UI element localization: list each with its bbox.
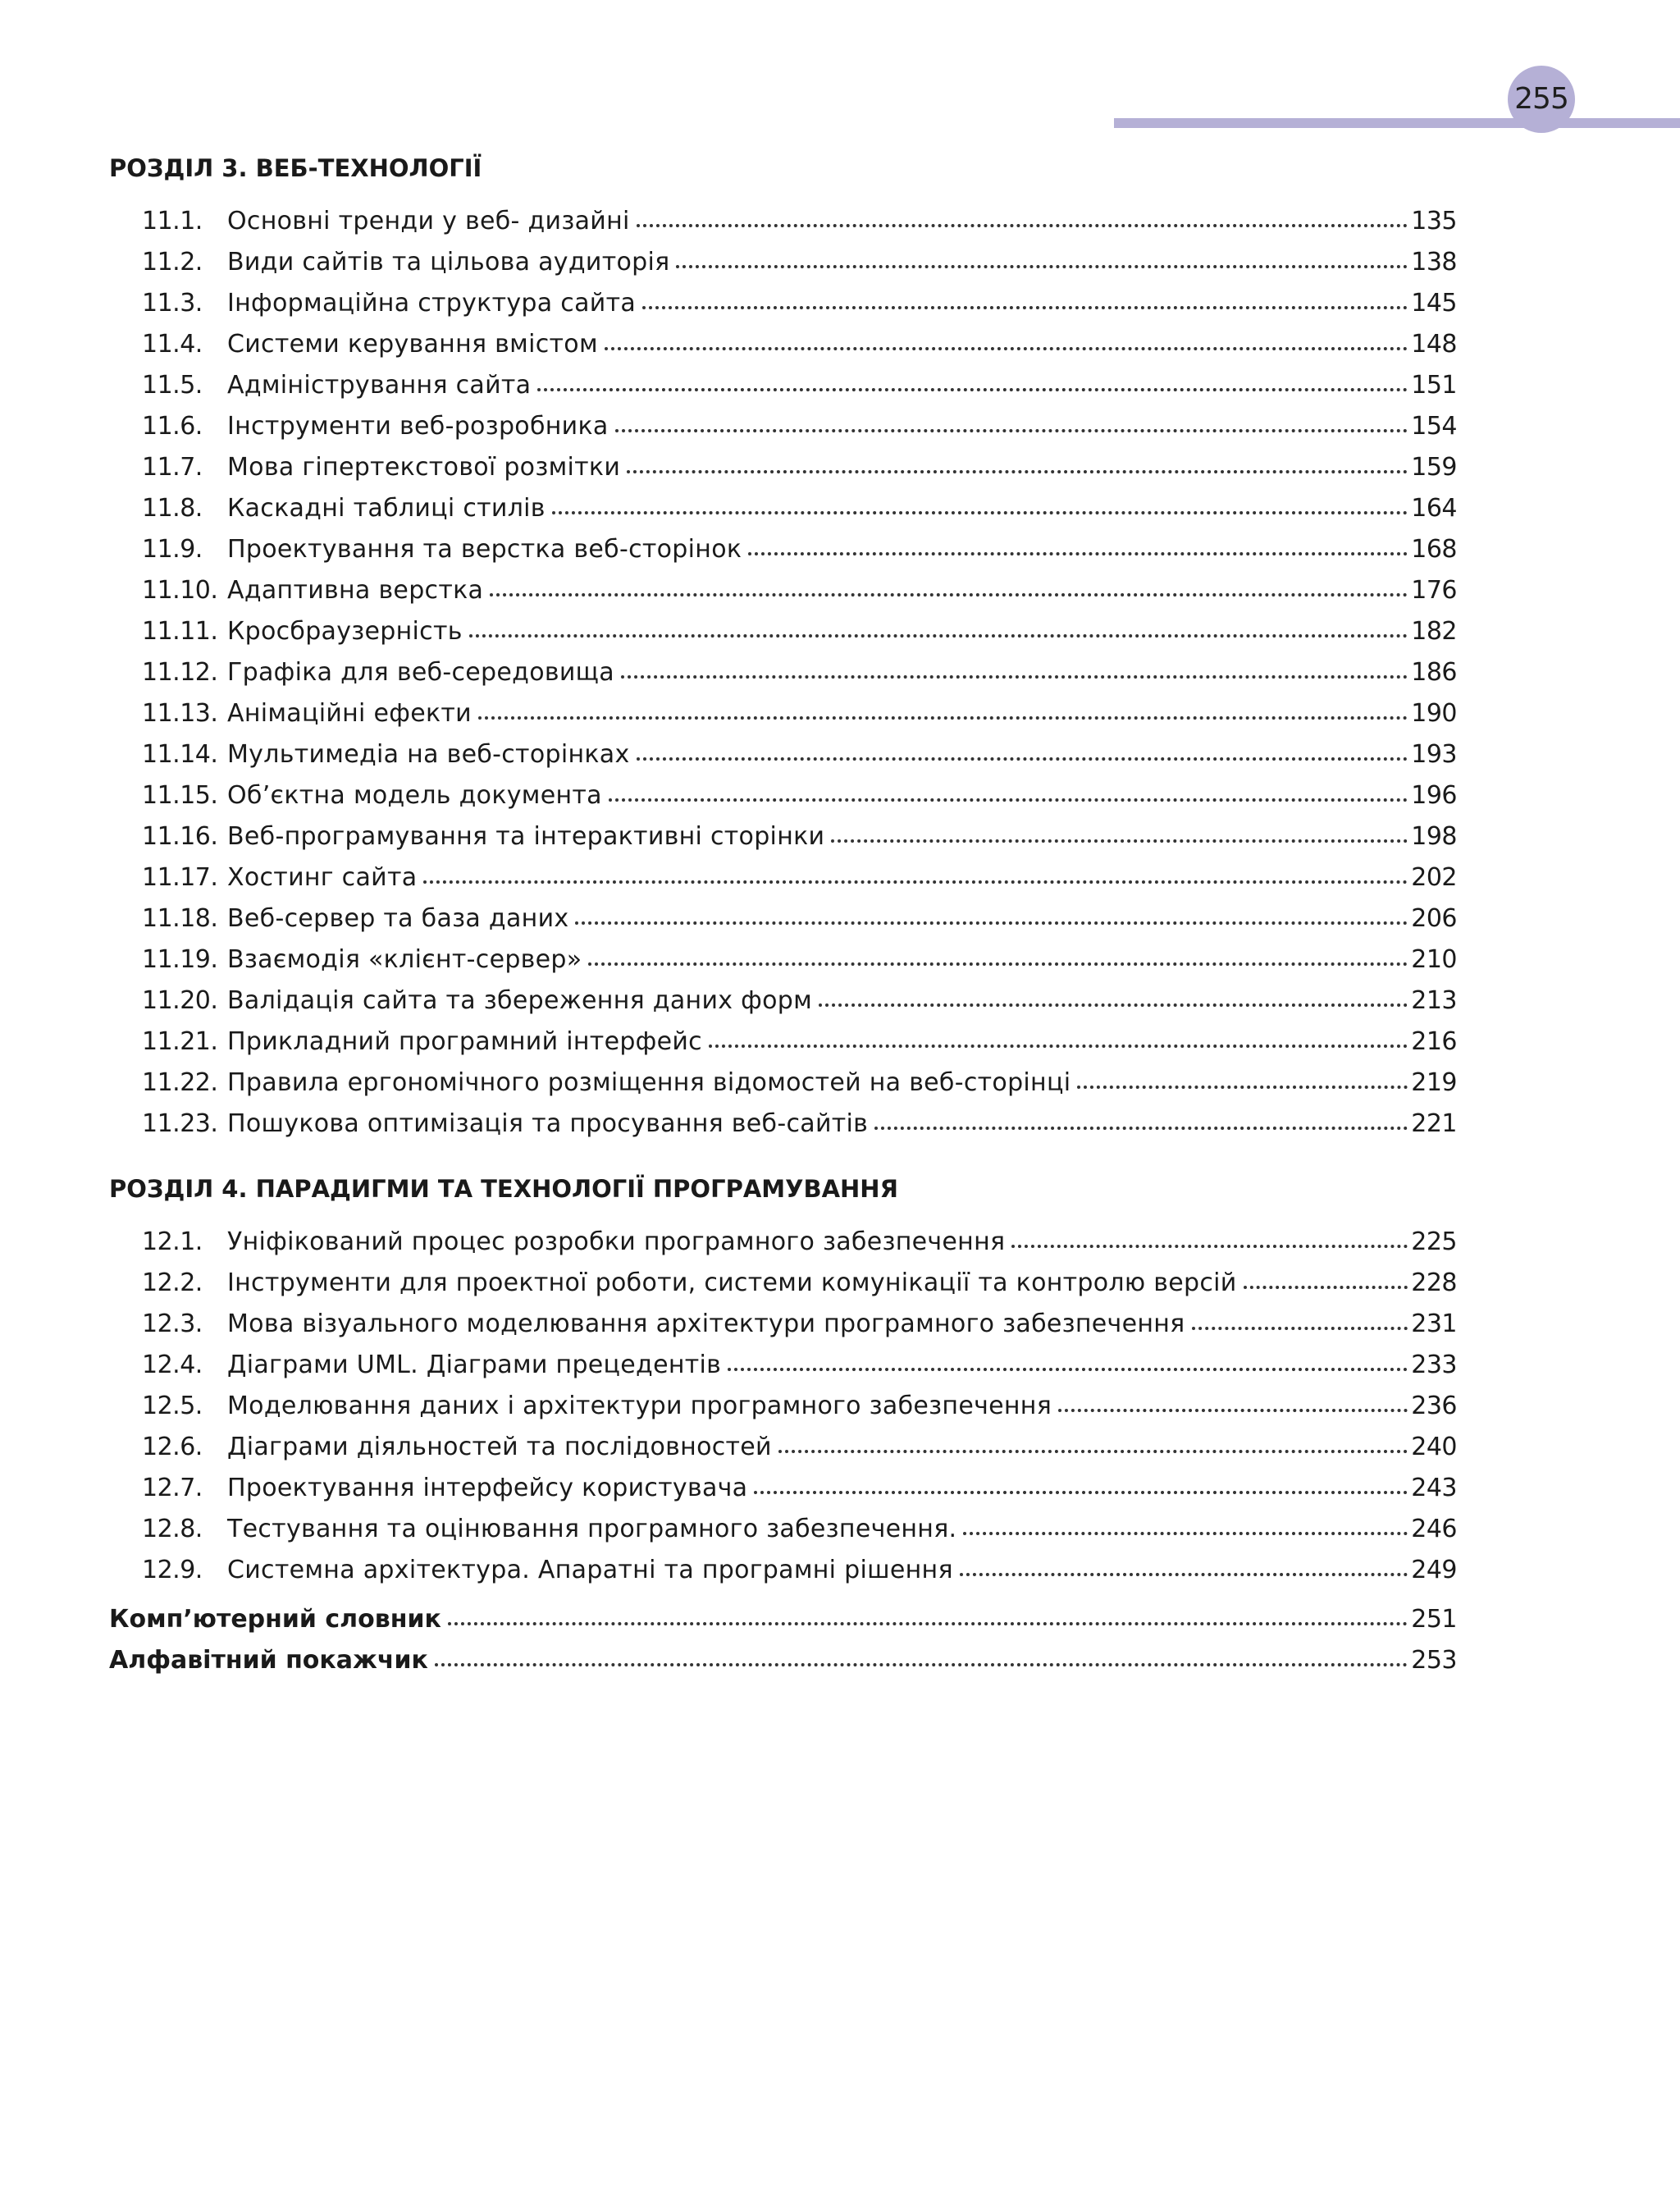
dot-leader	[552, 511, 1408, 514]
dot-leader	[642, 306, 1408, 309]
dot-leader	[435, 1663, 1408, 1666]
toc-entry-number: 11.16.	[142, 822, 218, 851]
section-4-entries	[109, 1222, 1457, 1591]
toc-entry-title: Проектування інтерфейсу користувача	[227, 1474, 748, 1502]
dot-leader	[637, 224, 1408, 227]
toc-entry-page: 210	[1411, 945, 1457, 974]
dot-leader	[831, 839, 1408, 843]
toc-entry-number: 11.22.	[142, 1068, 218, 1097]
toc-entry[interactable]	[109, 1022, 1457, 1063]
toc-entry-title: Правила ергономічного розміщення відомостей на веб-сторінці	[227, 1068, 1071, 1097]
toc-entry[interactable]	[109, 1345, 1457, 1386]
toc-entry-title: Каскадні таблиці стилів	[227, 494, 546, 523]
dot-leader	[621, 675, 1408, 679]
toc-entry[interactable]	[109, 1599, 1457, 1640]
toc-entry-number: 12.7.	[142, 1474, 203, 1502]
dot-leader	[676, 265, 1408, 268]
toc-entry-number: 11.6.	[142, 412, 203, 441]
toc-entry-number: 12.4.	[142, 1351, 203, 1379]
toc-entry-title: Веб-сервер та база даних	[227, 904, 569, 933]
dot-leader	[819, 1003, 1408, 1007]
toc-entry[interactable]	[109, 1104, 1457, 1145]
page-number-badge: 255	[1508, 66, 1575, 133]
toc-entry-number: 12.8.	[142, 1515, 203, 1543]
toc-entry-title: Графіка для веб-середовища	[227, 658, 614, 687]
dot-leader	[627, 470, 1408, 473]
toc-entry-title: Інструменти для проектної роботи, системи комунікації та контролю версій	[227, 1268, 1237, 1297]
toc-entry-page: 145	[1411, 289, 1457, 318]
toc-entry[interactable]	[109, 898, 1457, 939]
dot-leader	[478, 716, 1408, 720]
toc-entry[interactable]	[109, 652, 1457, 693]
toc-entry-number: 11.9.	[142, 535, 203, 564]
toc-entry-title: Хостинг сайта	[227, 863, 418, 892]
toc-entry[interactable]	[109, 816, 1457, 857]
toc-entry-page: 168	[1411, 535, 1457, 564]
toc-entry-page: 182	[1411, 617, 1457, 646]
dot-leader	[709, 1045, 1408, 1048]
dot-leader	[1192, 1327, 1408, 1330]
toc-entry[interactable]	[109, 447, 1457, 488]
toc-entry-page: 176	[1411, 576, 1457, 605]
toc-entry-number: 11.21.	[142, 1027, 218, 1056]
dot-leader	[423, 880, 1408, 884]
toc-entry[interactable]	[109, 939, 1457, 981]
toc-entry-page: 219	[1411, 1068, 1457, 1097]
toc-entry-number: 11.17.	[142, 863, 218, 892]
toc-entry-title: Мова візуального моделювання архітектури програмного забезпечення	[227, 1310, 1185, 1338]
toc-entry-title: Види сайтів та цільова аудиторія	[227, 248, 670, 277]
dot-leader	[1077, 1086, 1408, 1089]
toc-entry-page: 186	[1411, 658, 1457, 687]
dot-leader	[469, 634, 1408, 638]
toc-entry-page: 216	[1411, 1027, 1457, 1056]
dot-leader	[588, 962, 1408, 966]
dot-leader	[490, 593, 1408, 597]
toc-entry-title: Алфавітний покажчик	[109, 1646, 428, 1675]
toc-entry-number: 12.1.	[142, 1227, 203, 1256]
toc-entry[interactable]	[109, 324, 1457, 365]
toc-entry-number: 11.3.	[142, 289, 203, 318]
toc-entry-number: 11.14.	[142, 740, 218, 769]
dot-leader	[728, 1368, 1408, 1371]
dot-leader	[1011, 1245, 1408, 1248]
dot-leader	[615, 429, 1408, 432]
toc-entry-page: 196	[1411, 781, 1457, 810]
toc-entry-title: Моделювання даних і архітектури програмного забезпечення	[227, 1392, 1052, 1420]
toc-entry-page: 151	[1411, 371, 1457, 400]
toc-entry-page: 164	[1411, 494, 1457, 523]
dot-leader	[448, 1622, 1408, 1625]
toc-entry-number: 11.10.	[142, 576, 218, 605]
toc-entry-page: 206	[1411, 904, 1457, 933]
toc-entry[interactable]	[109, 734, 1457, 775]
toc-entry-title: Адаптивна верстка	[227, 576, 484, 605]
dot-leader	[754, 1491, 1408, 1494]
toc-entry-title: Тестування та оцінювання програмного забезпечення.	[227, 1515, 957, 1543]
toc-entry-page: 253	[1411, 1646, 1457, 1675]
toc-entry-page: 148	[1411, 330, 1457, 359]
toc-entry-number: 11.12.	[142, 658, 218, 687]
toc-entry-title: Пошукова оптимізація та просування веб-сайтів	[227, 1109, 869, 1138]
toc-entry[interactable]	[109, 1468, 1457, 1509]
toc-entry-title: Основні тренди у веб- дизайні	[227, 207, 630, 235]
toc-entry-number: 11.2.	[142, 248, 203, 277]
toc-entry-page: 240	[1411, 1433, 1457, 1461]
toc-entry-title: Об’єктна модель документа	[227, 781, 602, 810]
dot-leader	[1058, 1409, 1408, 1412]
toc-entry[interactable]	[109, 1509, 1457, 1550]
toc-entry-page: 138	[1411, 248, 1457, 277]
section-3-entries	[109, 201, 1457, 1145]
toc-entry-page: 225	[1411, 1227, 1457, 1256]
toc-entry[interactable]	[109, 1427, 1457, 1468]
dot-leader	[1244, 1286, 1408, 1289]
toc-entry-number: 12.3.	[142, 1310, 203, 1338]
toc-entry[interactable]	[109, 611, 1457, 652]
dot-leader	[637, 757, 1408, 761]
toc-entry-page: 221	[1411, 1109, 1457, 1138]
dot-leader	[963, 1532, 1408, 1535]
toc-entry-title: Уніфікований процес розробки програмного забезпечення	[227, 1227, 1006, 1256]
toc-entry-page: 198	[1411, 822, 1457, 851]
toc-entry-number: 12.2.	[142, 1268, 203, 1297]
toc-entry-number: 11.19.	[142, 945, 218, 974]
toc-entry-title: Веб-програмування та інтерактивні сторінки	[227, 822, 825, 851]
toc-entry[interactable]	[109, 529, 1457, 570]
toc-entry[interactable]	[109, 365, 1457, 406]
toc-entry-number: 11.20.	[142, 986, 218, 1015]
toc-entry-title: Системна архітектура. Апаратні та програмні рішення	[227, 1556, 953, 1584]
toc-entry-number: 12.9.	[142, 1556, 203, 1584]
dot-leader	[960, 1573, 1408, 1576]
toc-entry-title: Мова гіпертекстової розмітки	[227, 453, 621, 482]
toc-entry-number: 11.23.	[142, 1109, 218, 1138]
toc-entry-number: 11.4.	[142, 330, 203, 359]
toc-entry-title: Валідація сайта та збереження даних форм	[227, 986, 813, 1015]
dot-leader	[748, 552, 1408, 555]
toc-entry[interactable]	[109, 406, 1457, 447]
toc-entry-title: Проектування та верстка веб-сторінок	[227, 535, 742, 564]
toc-entry-title: Комп’ютерний словник	[109, 1605, 441, 1634]
toc-entry-page: 228	[1411, 1268, 1457, 1297]
toc-entry-page: 202	[1411, 863, 1457, 892]
dot-leader	[537, 388, 1408, 391]
toc-entry[interactable]	[109, 775, 1457, 816]
toc-entry-page: 213	[1411, 986, 1457, 1015]
dot-leader	[778, 1450, 1408, 1453]
toc-entry[interactable]	[109, 201, 1457, 242]
toc-entry-title: Інформаційна структура сайта	[227, 289, 637, 318]
toc-entry-page: 243	[1411, 1474, 1457, 1502]
toc-entry-title: Прикладний програмний інтерфейс	[227, 1027, 702, 1056]
toc-entry-number: 12.5.	[142, 1392, 203, 1420]
toc-entry-page: 190	[1411, 699, 1457, 728]
toc-entry[interactable]	[109, 488, 1457, 529]
toc-entry[interactable]	[109, 1263, 1457, 1304]
toc-entry-number: 11.5.	[142, 371, 203, 400]
toc-entry[interactable]	[109, 1222, 1457, 1263]
toc-entry-number: 11.11.	[142, 617, 218, 646]
toc-entry-number: 11.13.	[142, 699, 218, 728]
toc-entry-title: Взаємодія «клієнт-сервер»	[227, 945, 582, 974]
toc-entry[interactable]	[109, 283, 1457, 324]
toc-entry[interactable]	[109, 1550, 1457, 1591]
toc-entry[interactable]	[109, 570, 1457, 611]
toc-entry[interactable]	[109, 1386, 1457, 1427]
toc-entry-number: 11.18.	[142, 904, 218, 933]
dot-leader	[874, 1127, 1408, 1130]
toc-entry-number: 11.8.	[142, 494, 203, 523]
toc-entry[interactable]	[109, 693, 1457, 734]
toc-entry-page: 159	[1411, 453, 1457, 482]
toc-entry-title: Діаграми UML. Діаграми прецедентів	[227, 1351, 722, 1379]
toc-entry-page: 233	[1411, 1351, 1457, 1379]
toc-entry-page: 236	[1411, 1392, 1457, 1420]
toc-entry[interactable]	[109, 981, 1457, 1022]
toc-entry-page: 249	[1411, 1556, 1457, 1584]
dot-leader	[575, 921, 1408, 925]
toc-entry-title: Анімаційні ефекти	[227, 699, 472, 728]
toc-entry-page: 251	[1411, 1605, 1457, 1634]
toc-entry-number: 11.15.	[142, 781, 218, 810]
toc-entry[interactable]	[109, 1304, 1457, 1345]
section-3-title: РОЗДІЛ 3. ВЕБ-ТЕХНОЛОГІЇ	[109, 154, 482, 182]
dot-leader	[605, 347, 1408, 350]
toc-entry[interactable]	[109, 242, 1457, 283]
toc-entry-title: Кросбраузерність	[227, 617, 463, 646]
toc-entry-title: Мультимедіа на веб-сторінках	[227, 740, 630, 769]
toc-entry-number: 12.6.	[142, 1433, 203, 1461]
toc-entry-number: 11.7.	[142, 453, 203, 482]
toc-entry-page: 231	[1411, 1310, 1457, 1338]
toc-entry-page: 135	[1411, 207, 1457, 235]
toc-entry[interactable]	[109, 1640, 1457, 1681]
section-4-title: РОЗДІЛ 4. ПАРАДИГМИ ТА ТЕХНОЛОГІЇ ПРОГРАМУВАННЯ	[109, 1175, 898, 1203]
toc-entry[interactable]	[109, 857, 1457, 898]
toc-entry-page: 154	[1411, 412, 1457, 441]
toc-entry-page: 246	[1411, 1515, 1457, 1543]
toc-entry-page: 193	[1411, 740, 1457, 769]
toc-entry[interactable]	[109, 1063, 1457, 1104]
dot-leader	[609, 798, 1408, 802]
toc-entry-title: Адміністрування сайта	[227, 371, 532, 400]
toc-entry-number: 11.1.	[142, 207, 203, 235]
toc-entry-title: Системи керування вмістом	[227, 330, 598, 359]
toc-entry-title: Діаграми діяльностей та послідовностей	[227, 1433, 772, 1461]
toc-entry-title: Інструменти веб-розробника	[227, 412, 609, 441]
page-header-bar	[1114, 118, 1680, 128]
back-matter-entries	[109, 1599, 1457, 1681]
